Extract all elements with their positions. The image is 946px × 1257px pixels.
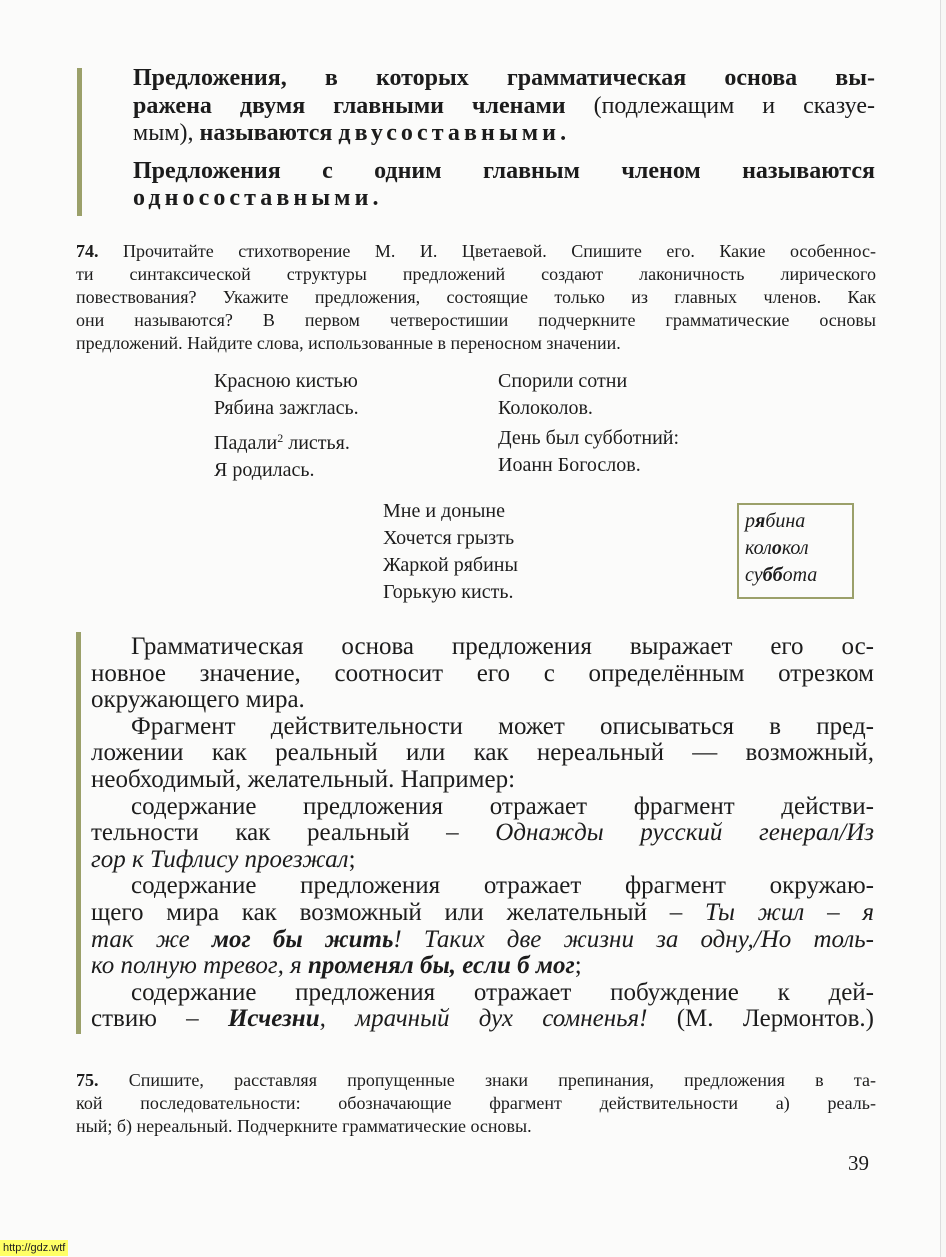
text-segment: (М. Лермонтов.) — [647, 1005, 874, 1033]
poem-word: Падали — [214, 432, 278, 455]
text-segment: ; — [574, 952, 582, 980]
text-line — [76, 263, 876, 286]
text-line — [133, 93, 875, 121]
text-line — [91, 927, 874, 954]
poem-column-2 — [498, 368, 679, 479]
text-segment: повествования? Укажите предложения, состоящие только из главных членов. Как — [76, 287, 876, 307]
text-segment: Фрагмент действительности может описываться в пред- — [131, 712, 874, 740]
poem-line: Красною кистью — [214, 370, 358, 392]
text-line — [76, 309, 876, 332]
text-segment: су — [745, 564, 763, 586]
text-segment: ложении как реальный или как нереальный — возможный, — [91, 739, 874, 767]
text-segment: ! Таких две жизни за одну,/Но толь- — [393, 925, 874, 953]
text-segment: содержание предложения отражает фрагмент действи- — [131, 792, 874, 820]
text-segment: так же — [91, 925, 212, 953]
spelling-word — [745, 535, 852, 562]
text-segment: новное значение, соотносит его с определённым отрезком — [91, 659, 874, 687]
text-segment: ота — [782, 564, 818, 586]
text-segment: мым), — [133, 120, 200, 146]
rule-definition — [133, 65, 875, 213]
text-segment: о — [771, 537, 782, 559]
text-segment: ствию – — [91, 1005, 228, 1033]
text-segment: кол — [781, 537, 809, 559]
exercise-75 — [76, 1069, 876, 1138]
text-segment: Предложения, в которых грамматическая основа вы- — [133, 65, 875, 91]
text-segment: Предложения с одним главным членом называются — [133, 157, 875, 184]
text-line — [91, 794, 874, 821]
text-line — [76, 1069, 876, 1092]
text-segment: ко полную тревог, я — [91, 952, 308, 980]
text-segment: 74. — [76, 241, 99, 261]
text-line — [91, 847, 874, 874]
text-segment: ти синтаксической структуры предложений создают лаконичность лирического — [76, 264, 876, 284]
text-segment: ражена двумя главными членами — [133, 92, 566, 119]
text-segment: ; — [348, 845, 356, 873]
text-segment: променял бы, если б мог — [307, 952, 575, 980]
poem-line: День был субботний: — [498, 427, 680, 449]
text-line — [76, 240, 876, 263]
poem-line: Иоанн Богослов. — [498, 454, 641, 476]
poem-line: Мне и доныне — [383, 500, 505, 522]
theory-text — [91, 634, 874, 1033]
text-segment: Исчезни — [227, 1005, 320, 1033]
text-line — [91, 767, 874, 794]
poem-line: Горькую кисть. — [383, 581, 514, 603]
text-segment: Спишите, расставляя пропущенные знаки препинания, предложения в та- — [98, 1070, 876, 1090]
text-segment: содержание предложения отражает побуждение к дей- — [131, 978, 874, 1006]
text-line — [91, 634, 874, 661]
text-segment: Прочитайте стихотворение М. И. Цветаевой. Спишите его. Какие особеннос- — [98, 241, 876, 261]
text-segment: мог бы жить — [211, 925, 394, 953]
page-number: 39 — [848, 1151, 869, 1175]
poem-line — [214, 425, 359, 457]
text-segment: ный; б) нереальный. Подчеркните грамматические основы. — [76, 1116, 532, 1136]
text-line — [76, 332, 876, 355]
text-segment: двусоставными. — [338, 120, 571, 146]
text-line — [133, 158, 875, 186]
theory-accent-bar — [76, 632, 81, 1034]
spelling-words-box — [737, 503, 854, 599]
text-line — [91, 661, 874, 688]
text-line — [133, 120, 875, 148]
text-segment: кол — [745, 537, 772, 559]
text-segment: называются — [199, 120, 339, 146]
rule-accent-bar — [77, 68, 82, 216]
text-line — [91, 980, 874, 1007]
text-segment: 75. — [76, 1070, 99, 1090]
paragraph-gap — [133, 148, 875, 158]
poem-column-1 — [214, 368, 359, 484]
text-segment: Ты жил – я — [704, 898, 874, 926]
poem-stanza-2 — [383, 498, 518, 606]
text-line — [133, 65, 875, 93]
text-segment: бина — [765, 510, 806, 532]
text-line — [76, 1115, 876, 1138]
text-line — [91, 714, 874, 741]
text-segment: бб — [762, 564, 783, 586]
text-segment: необходимый, желательный. Например: — [91, 765, 516, 793]
text-segment: Однажды русский генерал/Из — [495, 819, 875, 847]
poem-line: Жаркой рябины — [383, 554, 518, 576]
text-segment: Грамматическая основа предложения выражает его ос- — [131, 633, 874, 660]
text-line — [91, 900, 874, 927]
watermark-link[interactable]: http://gdz.wtf — [0, 1240, 68, 1256]
text-line — [91, 740, 874, 767]
text-segment: кой последовательности: обозначающие фрагмент действительности а) реаль- — [76, 1093, 876, 1113]
poem-line: Хочется грызть — [383, 527, 515, 549]
text-line — [91, 1006, 874, 1033]
poem-word: листья. — [283, 432, 350, 455]
text-line — [76, 286, 876, 309]
text-line — [91, 873, 874, 900]
text-line — [91, 687, 874, 714]
text-segment: я — [755, 510, 766, 532]
text-segment: содержание предложения отражает фрагмент окружаю- — [131, 872, 874, 900]
text-segment: окружающего мира. — [91, 686, 305, 714]
poem-line: Рябина зажглась. — [214, 397, 359, 419]
text-line — [91, 953, 874, 980]
poem-line: Я родилась. — [214, 459, 315, 482]
text-segment: гор к Тифлису проезжал — [91, 845, 349, 873]
text-line — [76, 1092, 876, 1115]
spelling-word — [745, 562, 852, 589]
spelling-word — [745, 508, 852, 535]
text-segment: (подлежащим и сказуе- — [565, 92, 876, 119]
text-line — [133, 185, 875, 213]
text-segment: тельности как реальный – — [91, 819, 496, 847]
text-segment: они называются? В первом четверостишии подчеркните грамматические основы — [76, 310, 876, 330]
text-line — [91, 820, 874, 847]
exercise-74 — [76, 240, 876, 355]
text-segment: р — [745, 510, 755, 532]
footnote-mark: 2 — [277, 431, 284, 445]
poem-line: Колоколов. — [498, 397, 593, 419]
text-segment: , мрачный дух сомненья! — [319, 1005, 648, 1033]
text-segment: односоставными. — [133, 185, 383, 211]
poem-line: Спорили сотни — [498, 370, 628, 392]
text-segment: предложений. Найдите слова, использованные в переносном значении. — [76, 333, 621, 353]
text-segment: щего мира как возможный или желательный – — [91, 898, 705, 926]
